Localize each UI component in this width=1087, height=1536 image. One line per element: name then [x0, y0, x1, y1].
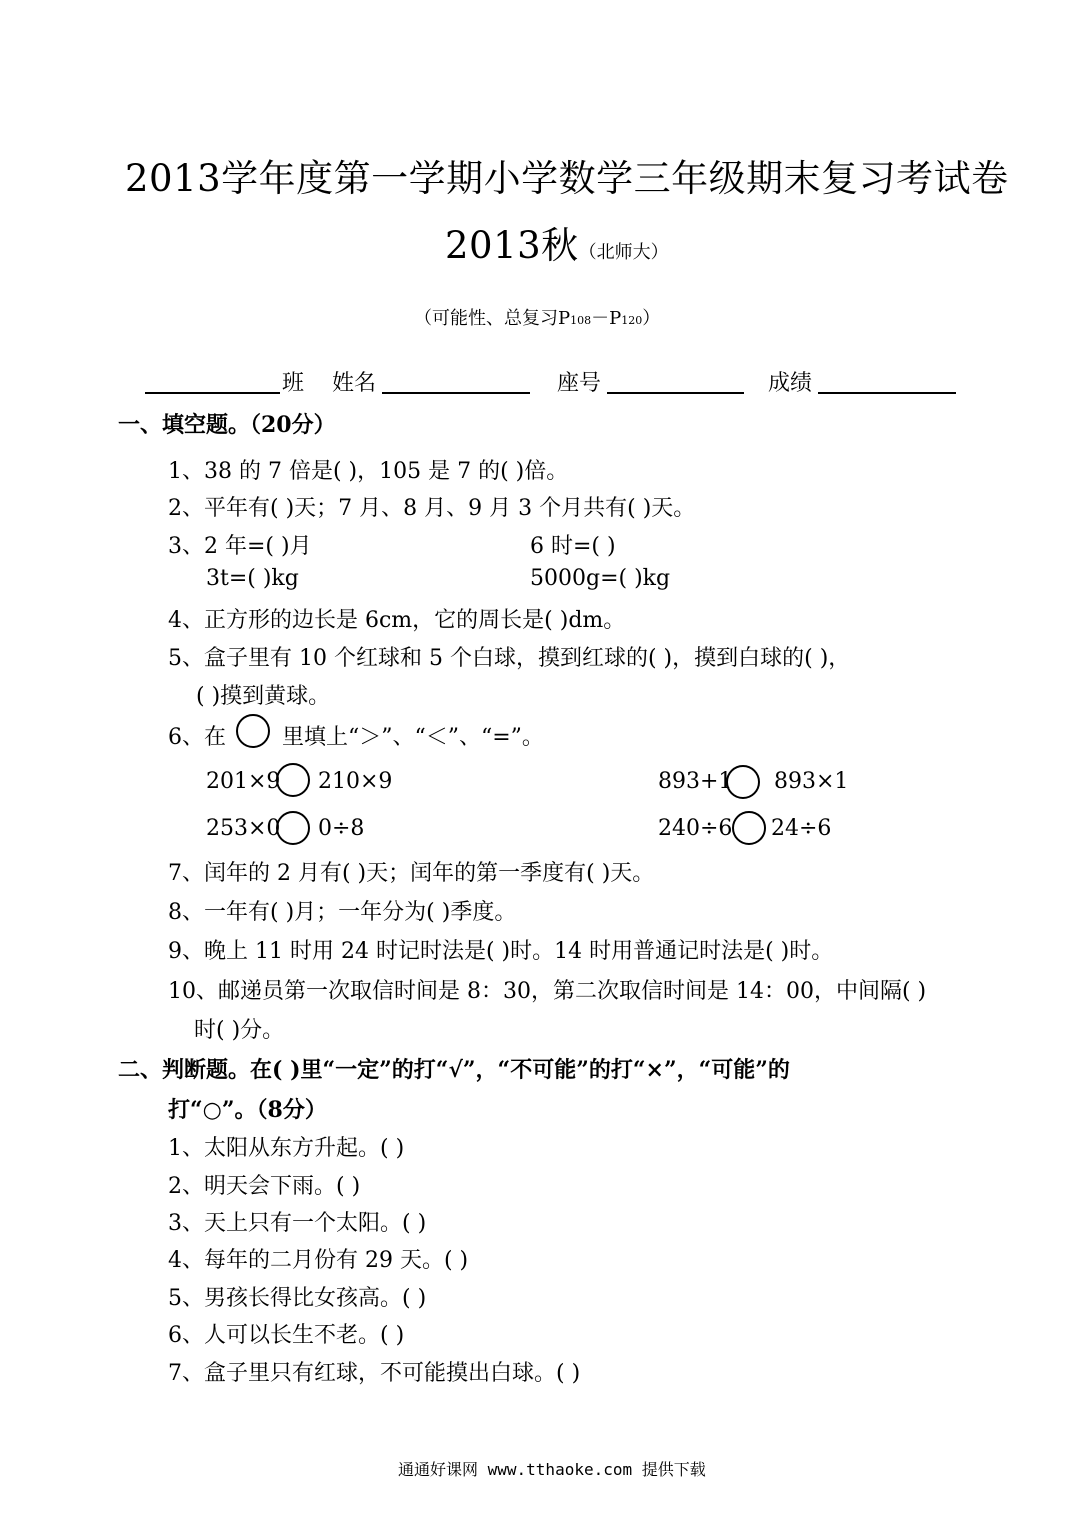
scope-note — [414, 304, 660, 330]
scope-prefix: （可能性、总复习P — [414, 308, 571, 329]
footer-text: 通通好课网 www.tthaoke.com 提供下载 — [398, 1460, 706, 1479]
q5: 5、盒子里有 10 个红球和 5 个白球，摸到红球的( )，摸到白球的( )， — [168, 646, 851, 671]
q4: 4、正方形的边长是 6cm，它的周长是( )dm。 — [168, 608, 626, 633]
seat-label: 座号 — [557, 371, 602, 396]
q6-item-2-left: 893+1 — [658, 769, 733, 794]
judge-item: 4、每年的二月份有 29 天。( ) — [168, 1248, 469, 1273]
q6-item-4-left: 240÷6 — [658, 816, 733, 841]
score-blank[interactable] — [818, 392, 956, 394]
q8: 8、一年有( )月；一年分为( )季度。 — [168, 900, 517, 925]
judge-item: 2、明天会下雨。( ) — [168, 1174, 361, 1199]
judge-item: 3、天上只有一个太阳。( ) — [168, 1211, 427, 1236]
judge-item: 6、人可以长生不老。( ) — [168, 1323, 405, 1348]
page-title: 2013学年度第一学期小学数学三年级期末复习考试卷 — [125, 157, 1009, 200]
compare-circle-2[interactable] — [726, 765, 760, 799]
circle-icon — [236, 714, 270, 748]
class-label: 班 — [282, 371, 305, 396]
q6-item-4-right: 24÷6 — [771, 816, 832, 841]
compare-circle-4[interactable] — [732, 811, 766, 845]
scope-mid: －P — [591, 308, 622, 329]
compare-circle-3[interactable] — [276, 811, 310, 845]
q6-item-2-right: 893×1 — [774, 769, 849, 794]
q3b: 6 时=( ) — [530, 534, 616, 559]
q3d: 5000g=( )kg — [530, 566, 671, 591]
q6-item-1-right: 210×9 — [318, 769, 393, 794]
q3c: 3t=( )kg — [206, 566, 299, 591]
q9: 9、晚上 11 时用 24 时记时法是( )时。14 时用普通记时法是( )时。 — [168, 939, 834, 964]
compare-circle-1[interactable] — [276, 763, 310, 797]
q6-prefix: 6、在 — [168, 725, 226, 750]
section2-heading: 二、判断题。在( )里“一定”的打“√”，“不可能”的打“×”，“可能”的 — [118, 1057, 790, 1083]
subtitle — [445, 215, 669, 269]
name-blank[interactable] — [382, 392, 530, 394]
judge-item: 7、盒子里只有红球，不可能摸出白球。( ) — [168, 1361, 581, 1386]
q5b: ( )摸到黄球。 — [196, 684, 331, 709]
subtitle-main: 2013秋 — [445, 224, 579, 267]
scope-suffix: ） — [642, 308, 661, 329]
q3a: 3、2 年=( )月 — [168, 534, 312, 559]
judge-item: 5、男孩长得比女孩高。( ) — [168, 1286, 427, 1311]
score-label: 成绩 — [768, 371, 813, 396]
q10b: 时( )分。 — [194, 1018, 285, 1043]
q6-item-3-left: 253×0 — [206, 816, 281, 841]
q7: 7、闰年的 2 月有( )天；闰年的第一季度有( )天。 — [168, 861, 655, 886]
q6-item-3-right: 0÷8 — [318, 816, 365, 841]
scope-sub2: 120 — [621, 314, 643, 327]
scope-sub1: 108 — [570, 314, 592, 327]
q10: 10、邮递员第一次取信时间是 8：30，第二次取信时间是 14：00，中间隔( ) — [168, 979, 927, 1004]
section2-heading-cont: 打“○”。（8分） — [168, 1097, 327, 1123]
q6-item-1-left: 201×9 — [206, 769, 281, 794]
subtitle-paren: （北师大） — [578, 242, 669, 263]
class-blank[interactable] — [145, 392, 280, 394]
seat-blank[interactable] — [607, 392, 744, 394]
q2: 2、平年有( )天；7 月、8 月、9 月 3 个月共有( )天。 — [168, 496, 696, 521]
q6-suffix: 里填上“＞”、“＜”、“=”。 — [282, 725, 544, 750]
section1-heading: 一、填空题。（20分） — [118, 412, 336, 438]
name-label: 姓名 — [332, 371, 377, 396]
judge-item: 1、太阳从东方升起。( ) — [168, 1136, 405, 1161]
q1: 1、38 的 7 倍是( )，105 是 7 的( )倍。 — [168, 459, 569, 484]
